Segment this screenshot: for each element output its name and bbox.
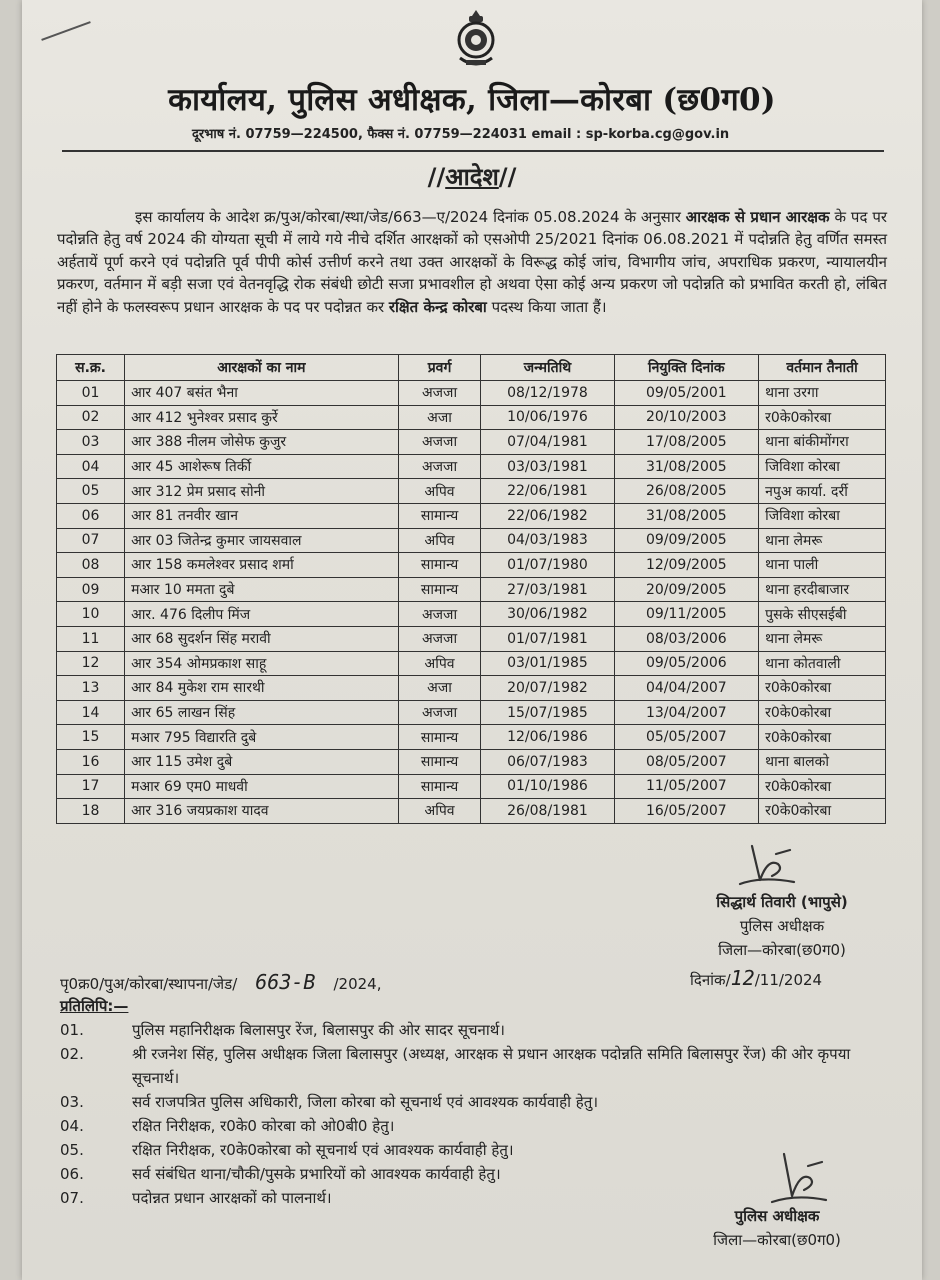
cell-sn: 03 <box>57 430 125 455</box>
table-row <box>57 454 886 479</box>
cell-posting: पुसके सीएसईबी <box>759 602 886 627</box>
list-item-number: 01. <box>60 1021 84 1039</box>
cell-posting: जिविशा कोरबा <box>759 503 886 528</box>
list-item-text: पुलिस महानिरीक्षक बिलासपुर रेंज, बिलासपुर की ओर सादर सूचनार्थ। <box>132 1021 505 1039</box>
cell-name: मआर 69 एम0 माधवी <box>125 774 399 799</box>
cell-dob: 07/04/1981 <box>481 430 614 455</box>
table-body <box>57 381 886 824</box>
para-part-1: इस कार्यालय के आदेश क्र/पुअ/कोरबा/स्था/जेड/663—ए/2024 दिनांक 05.08.2024 के अनुसार <box>135 208 686 226</box>
cell-posting: जिविशा कोरबा <box>759 454 886 479</box>
para-bold-2: रक्षित केन्द्र कोरबा <box>388 297 487 316</box>
signatory-district: जिला—कोरबा(छ0ग0) <box>718 941 846 959</box>
table-row <box>57 430 886 455</box>
copy-heading: प्रतिलिपि:— <box>60 997 129 1015</box>
cell-posting: नपुअ कार्या. दर्री <box>759 479 886 504</box>
cell-category: अजजा <box>398 602 481 627</box>
cell-appointment: 08/03/2006 <box>614 626 759 651</box>
cell-category: अजा <box>398 676 481 701</box>
table-row <box>57 405 886 430</box>
cell-appointment: 04/04/2007 <box>614 676 759 701</box>
office-title: कार्यालय, पुलिस अधीक्षक, जिला—कोरबा (छ0ग0) <box>168 82 776 118</box>
order-paragraph <box>57 206 887 318</box>
reference-suffix: /2024, <box>333 975 382 993</box>
cell-dob: 04/03/1983 <box>481 528 614 553</box>
table-row <box>57 725 886 750</box>
cell-name: आर 316 जयप्रकाश यादव <box>125 799 399 824</box>
cell-posting: र0के0कोरबा <box>759 725 886 750</box>
cell-dob: 30/06/1982 <box>481 602 614 627</box>
list-item-text: रक्षित निरीक्षक, र0के0 कोरबा को ओ0बी0 हेतु। <box>132 1117 395 1135</box>
para-part-2: के पद पर पदोन्नति हेतु वर्ष 2024 की योग्यता सूची में लाये गये नीचे दर्शित आरक्षकों को एसओपी 25/2021 दिनांक 06.08.2021 में पदोन्नति हेतु वर्णित समस्त अर्हतायें पूर्ण करने एवं पदोन्नति पूर्व पीपी कोर्स उत्तीर्ण करने तथा उक्त आरक्षकों के विरूद्ध कोई जांच, विभागीय जांच, अपराधिक प्रकरण, न्यायालयीन प्रकरण, वर्तमान में बड़ी सजा एवं वेतनवृद्धि रोक संबंधी छोटी सजा प्रभावशील हो अथवा ऐसा कोई अन्य प्रकरण जो पदोन्नति को प्रभावित करती हो, लंबित नहीं होने के फलस्वरूप प्रधान आरक्षक के पद पर पदोन्नत कर <box>57 208 888 316</box>
cell-sn: 02 <box>57 405 125 430</box>
cell-appointment: 09/05/2006 <box>614 651 759 676</box>
cell-posting: थाना लेमरू <box>759 528 886 553</box>
cell-appointment: 16/05/2007 <box>614 799 759 824</box>
cell-name: आर 65 लाखन सिंह <box>125 700 399 725</box>
cell-sn: 05 <box>57 479 125 504</box>
date-prefix: दिनांक/ <box>690 971 731 989</box>
cell-appointment: 12/09/2005 <box>614 553 759 578</box>
cell-dob: 27/03/1981 <box>481 577 614 602</box>
table-row <box>57 626 886 651</box>
cell-name: आर 388 नीलम जोसेफ कुजुर <box>125 430 399 455</box>
heading-word: आदेश <box>445 163 499 191</box>
cell-appointment: 17/08/2005 <box>614 430 759 455</box>
cell-category: अपिव <box>398 528 481 553</box>
cell-category: अजजा <box>398 381 481 406</box>
list-item-number: 02. <box>60 1045 84 1063</box>
cell-posting: र0के0कोरबा <box>759 676 886 701</box>
cell-dob: 10/06/1976 <box>481 405 614 430</box>
list-item <box>60 1090 890 1114</box>
cell-posting: र0के0कोरबा <box>759 799 886 824</box>
cell-sn: 17 <box>57 774 125 799</box>
cell-category: अजा <box>398 405 481 430</box>
cell-appointment: 09/09/2005 <box>614 528 759 553</box>
cell-category: सामान्य <box>398 774 481 799</box>
signatory2-district: जिला—कोरबा(छ0ग0) <box>713 1231 841 1249</box>
table-row <box>57 503 886 528</box>
cell-posting: थाना बांकीमोंगरा <box>759 430 886 455</box>
cell-dob: 12/06/1986 <box>481 725 614 750</box>
table-header-row <box>57 355 886 381</box>
list-item-number: 07. <box>60 1189 84 1207</box>
cell-posting: थाना बालको <box>759 749 886 774</box>
cell-dob: 06/07/1983 <box>481 749 614 774</box>
list-item-number: 06. <box>60 1165 84 1183</box>
cell-sn: 14 <box>57 700 125 725</box>
header-divider <box>62 150 884 152</box>
cell-posting: थाना लेमरू <box>759 626 886 651</box>
signatory-block <box>682 890 882 962</box>
col-header-dob: जन्मतिथि <box>481 355 614 381</box>
cell-name: आर 81 तनवीर खान <box>125 503 399 528</box>
signature-1 <box>732 840 802 890</box>
cell-appointment: 09/11/2005 <box>614 602 759 627</box>
cell-name: मआर 10 ममता दुबे <box>125 577 399 602</box>
list-item-text: सर्व राजपत्रित पुलिस अधिकारी, जिला कोरबा को सूचनार्थ एवं आवश्यक कार्यवाही हेतु। <box>132 1093 598 1111</box>
cell-sn: 08 <box>57 553 125 578</box>
cell-appointment: 20/09/2005 <box>614 577 759 602</box>
cell-dob: 08/12/1978 <box>481 381 614 406</box>
signatory-name: सिद्धार्थ तिवारी (भापुसे) <box>716 893 848 911</box>
cell-posting: र0के0कोरबा <box>759 405 886 430</box>
cell-posting: थाना कोतवाली <box>759 651 886 676</box>
cell-dob: 01/07/1981 <box>481 626 614 651</box>
cell-appointment: 05/05/2007 <box>614 725 759 750</box>
cell-sn: 16 <box>57 749 125 774</box>
order-date <box>690 966 822 990</box>
cell-category: सामान्य <box>398 749 481 774</box>
table-row <box>57 651 886 676</box>
cell-dob: 22/06/1982 <box>481 503 614 528</box>
cell-posting: थाना हरदीबाजार <box>759 577 886 602</box>
cell-dob: 22/06/1981 <box>481 479 614 504</box>
reference-line <box>60 970 381 994</box>
heading-post: // <box>498 163 517 191</box>
cell-dob: 15/07/1985 <box>481 700 614 725</box>
cell-sn: 10 <box>57 602 125 627</box>
cell-posting: र0के0कोरबा <box>759 774 886 799</box>
heading-pre: // <box>427 163 446 191</box>
list-item-text: सर्व संबंधित थाना/चौकी/पुसके प्रभारियों को आवश्यक कार्यवाही हेतु। <box>132 1165 501 1183</box>
list-item <box>60 1018 890 1042</box>
cell-dob: 03/01/1985 <box>481 651 614 676</box>
cell-dob: 20/07/1982 <box>481 676 614 701</box>
cell-sn: 11 <box>57 626 125 651</box>
cell-dob: 01/07/1980 <box>481 553 614 578</box>
col-header-name: आरक्षकों का नाम <box>125 355 399 381</box>
cell-appointment: 31/08/2005 <box>614 454 759 479</box>
table-row <box>57 676 886 701</box>
cell-category: अपिव <box>398 651 481 676</box>
cell-name: आर 312 प्रेम प्रसाद सोनी <box>125 479 399 504</box>
cell-name: आर 115 उमेश दुबे <box>125 749 399 774</box>
cell-name: आर 354 ओमप्रकाश साहू <box>125 651 399 676</box>
col-header-appointment: नियुक्ति दिनांक <box>614 355 759 381</box>
cell-sn: 12 <box>57 651 125 676</box>
promotion-table <box>56 354 886 824</box>
cell-name: आर 407 बसंत भैना <box>125 381 399 406</box>
cell-name: मआर 795 विद्यारति दुबे <box>125 725 399 750</box>
col-header-category: प्रवर्ग <box>398 355 481 381</box>
table-row <box>57 774 886 799</box>
cell-category: अपिव <box>398 479 481 504</box>
cell-category: सामान्य <box>398 577 481 602</box>
list-item-number: 03. <box>60 1093 84 1111</box>
para-part-3: पदस्थ किया जाता हैं। <box>486 297 607 316</box>
reference-prefix: पृ0क्र0/पुअ/कोरबा/स्थापना/जेड/ <box>60 975 238 993</box>
cell-category: सामान्य <box>398 553 481 578</box>
contact-line: दूरभाष नं. 07759—224500, फैक्स नं. 07759—224031 email : sp-korba.cg@gov.in <box>192 127 730 142</box>
cell-appointment: 08/05/2007 <box>614 749 759 774</box>
document-page <box>22 0 922 1280</box>
cell-category: सामान्य <box>398 503 481 528</box>
cell-name: आर 03 जितेन्द्र कुमार जायसवाल <box>125 528 399 553</box>
col-header-sn: स.क्र. <box>57 355 125 381</box>
cell-appointment: 20/10/2003 <box>614 405 759 430</box>
list-item-text: श्री रजनेश सिंह, पुलिस अधीक्षक जिला बिलासपुर (अध्यक्ष, आरक्षक से प्रधान आरक्षक पदोन्नति समिति बिलासपुर रेंज) की ओर कृपया सूचनार्थ। <box>132 1045 851 1087</box>
cell-posting: थाना पाली <box>759 553 886 578</box>
list-item <box>60 1042 890 1090</box>
cell-category: अजजा <box>398 626 481 651</box>
cell-name: आर 84 मुकेश राम सारथी <box>125 676 399 701</box>
cell-category: अजजा <box>398 430 481 455</box>
cell-category: अपिव <box>398 799 481 824</box>
list-item-text: रक्षित निरीक्षक, र0के0कोरबा को सूचनार्थ एवं आवश्यक कार्यवाही हेतु। <box>132 1141 514 1159</box>
date-handwritten: 12 <box>730 966 755 990</box>
cell-sn: 04 <box>57 454 125 479</box>
cell-appointment: 13/04/2007 <box>614 700 759 725</box>
cell-posting: थाना उरगा <box>759 381 886 406</box>
list-item <box>60 1114 890 1138</box>
signatory2-designation: पुलिस अधीक्षक <box>734 1207 820 1225</box>
cell-posting: र0के0कोरबा <box>759 700 886 725</box>
date-suffix: /11/2024 <box>754 971 823 989</box>
signatory-designation: पुलिस अधीक्षक <box>739 917 825 935</box>
reference-handwritten: 663-B <box>255 970 316 994</box>
cell-sn: 06 <box>57 503 125 528</box>
cell-dob: 01/10/1986 <box>481 774 614 799</box>
table-row <box>57 553 886 578</box>
list-item-text: पदोन्नत प्रधान आरक्षकों को पालनार्थ। <box>132 1189 332 1207</box>
order-heading <box>22 160 922 193</box>
cell-appointment: 11/05/2007 <box>614 774 759 799</box>
cell-category: अजजा <box>398 454 481 479</box>
cell-category: अजजा <box>398 700 481 725</box>
cell-sn: 01 <box>57 381 125 406</box>
cell-category: सामान्य <box>398 725 481 750</box>
police-emblem-icon <box>454 8 498 70</box>
cell-sn: 18 <box>57 799 125 824</box>
cell-name: आर 68 सुदर्शन सिंह मरावी <box>125 626 399 651</box>
cell-appointment: 26/08/2005 <box>614 479 759 504</box>
pen-mark <box>41 21 91 41</box>
list-item-number: 05. <box>60 1141 84 1159</box>
cell-sn: 15 <box>57 725 125 750</box>
table-row <box>57 381 886 406</box>
signatory-block-2 <box>702 1204 852 1252</box>
cell-name: आर 158 कमलेश्वर प्रसाद शर्मा <box>125 553 399 578</box>
table-row <box>57 528 886 553</box>
list-item-number: 04. <box>60 1117 84 1135</box>
para-bold-1: आरक्षक से प्रधान आरक्षक <box>685 208 830 226</box>
col-header-posting: वर्तमान तैनाती <box>759 355 886 381</box>
cell-sn: 07 <box>57 528 125 553</box>
cell-appointment: 31/08/2005 <box>614 503 759 528</box>
cell-sn: 13 <box>57 676 125 701</box>
table-row <box>57 799 886 824</box>
cell-name: आर 45 आशेरूष तिर्की <box>125 454 399 479</box>
cell-dob: 03/03/1981 <box>481 454 614 479</box>
cell-dob: 26/08/1981 <box>481 799 614 824</box>
cell-name: आर. 476 दिलीप मिंज <box>125 602 399 627</box>
cell-sn: 09 <box>57 577 125 602</box>
cell-appointment: 09/05/2001 <box>614 381 759 406</box>
table-row <box>57 479 886 504</box>
signature-2 <box>762 1150 832 1208</box>
table-row <box>57 749 886 774</box>
table-row <box>57 602 886 627</box>
cell-name: आर 412 भुनेश्वर प्रसाद कुर्रे <box>125 405 399 430</box>
table-row <box>57 700 886 725</box>
table-row <box>57 577 886 602</box>
